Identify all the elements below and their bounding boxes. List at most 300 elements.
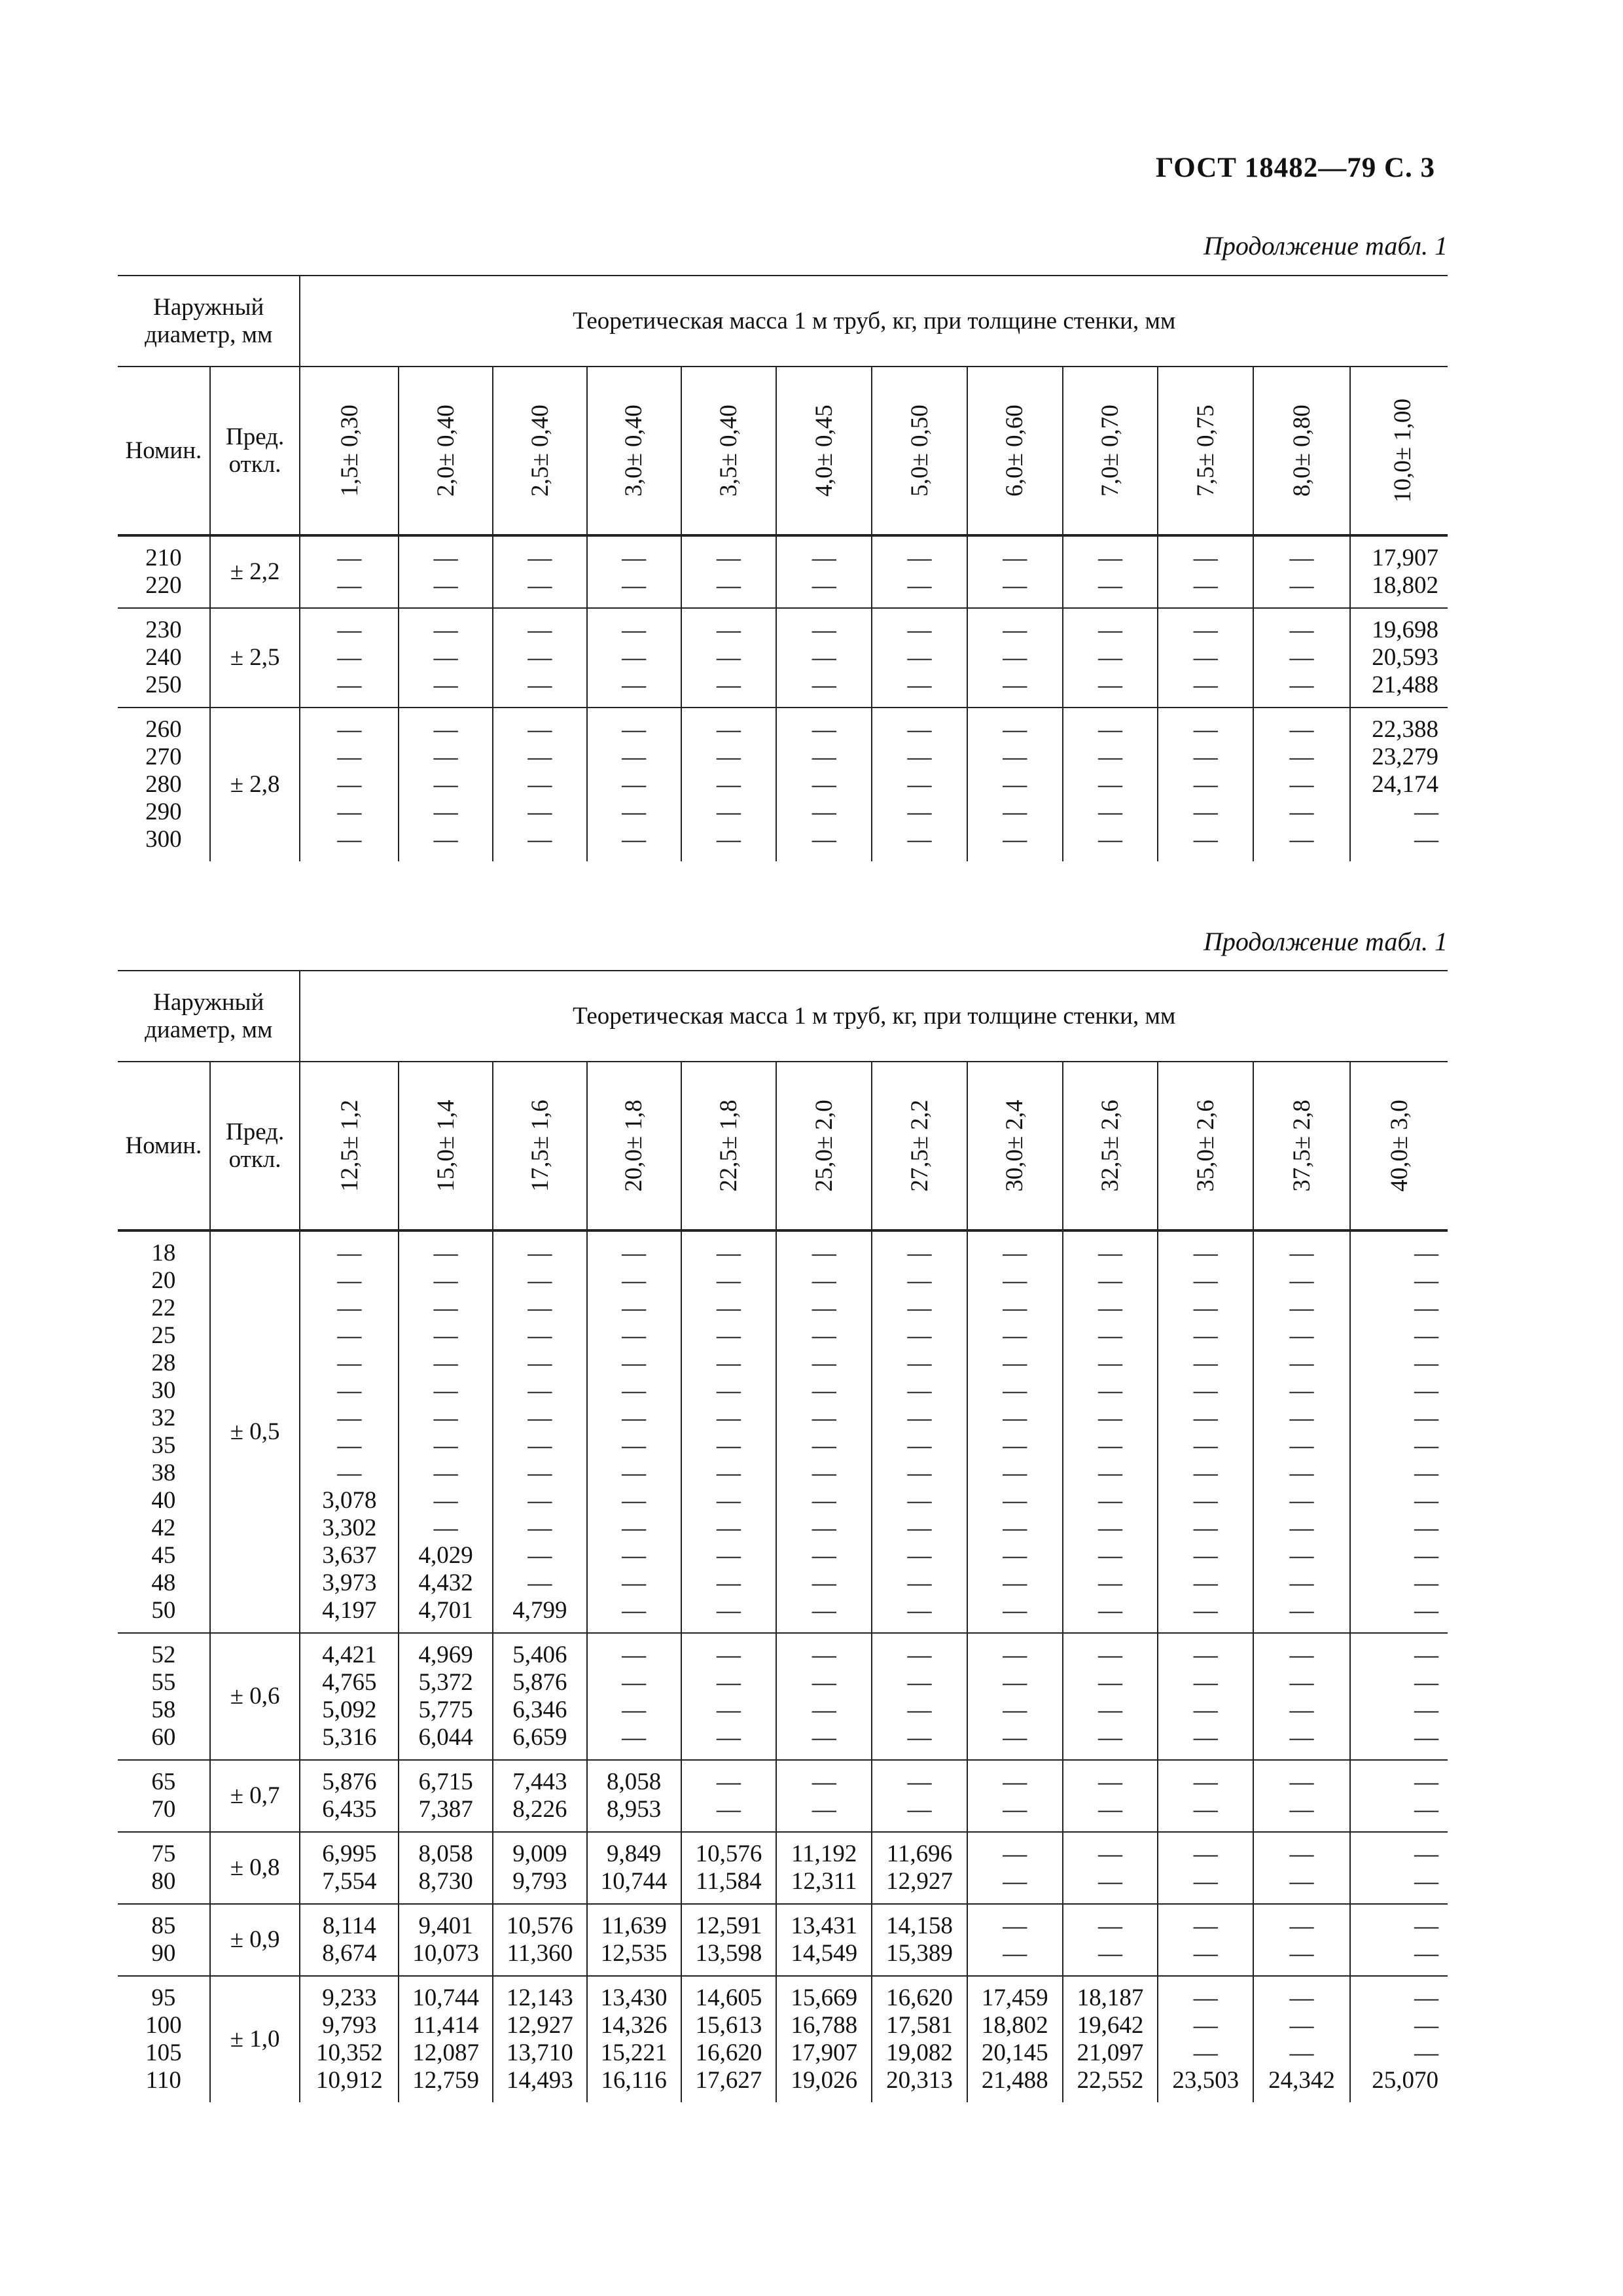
mass-cell bbox=[1350, 708, 1448, 861]
mass-value: — bbox=[1289, 1912, 1314, 1939]
mass-value: 12,535 bbox=[600, 1940, 668, 1967]
mass-value: — bbox=[337, 798, 362, 825]
mass-cell bbox=[493, 608, 587, 708]
column-header-wall-thickness: 30,0± 2,4 bbox=[967, 1062, 1063, 1230]
mass-cell bbox=[1158, 1633, 1253, 1760]
mass-value: — bbox=[527, 798, 552, 825]
mass-value: 17,907 bbox=[791, 2039, 858, 2066]
mass-value: — bbox=[1289, 1267, 1314, 1294]
mass-cell bbox=[776, 608, 872, 708]
mass-value: — bbox=[622, 1377, 647, 1404]
mass-value: 4,701 bbox=[418, 1597, 473, 1624]
mass-value: 12,927 bbox=[507, 2012, 573, 2039]
mass-value: — bbox=[716, 744, 741, 770]
mass-value: — bbox=[812, 1432, 836, 1459]
nominal-value: 28 bbox=[151, 1350, 176, 1376]
mass-value: 21,488 bbox=[981, 2067, 1048, 2094]
column-header-wall-thickness: 7,5± 0,75 bbox=[1158, 367, 1253, 535]
mass-value: — bbox=[433, 716, 458, 743]
mass-value: — bbox=[907, 545, 932, 571]
mass-value: — bbox=[337, 771, 362, 798]
mass-value: — bbox=[907, 716, 932, 743]
mass-value: — bbox=[433, 1267, 458, 1294]
mass-value: 21,097 bbox=[1077, 2039, 1144, 2066]
mass-value: — bbox=[1193, 1768, 1218, 1795]
table-row bbox=[118, 1904, 1448, 1976]
mass-value: — bbox=[1098, 617, 1122, 643]
mass-value: 20,145 bbox=[981, 2039, 1048, 2066]
mass-value: — bbox=[1414, 1460, 1438, 1486]
mass-value: — bbox=[812, 1405, 836, 1431]
mass-value: — bbox=[1414, 1432, 1438, 1459]
mass-value: — bbox=[337, 1405, 362, 1431]
mass-cell bbox=[872, 1230, 967, 1633]
mass-value: — bbox=[1193, 1405, 1218, 1431]
mass-cell bbox=[493, 1976, 587, 2102]
mass-value: — bbox=[907, 1669, 932, 1696]
nominal-value: 22 bbox=[151, 1295, 176, 1321]
mass-cell bbox=[493, 1904, 587, 1976]
mass-value: 8,114 bbox=[322, 1912, 376, 1939]
mass-value: — bbox=[1098, 771, 1122, 798]
nominal-value: 240 bbox=[145, 644, 182, 671]
mass-value: — bbox=[622, 1696, 647, 1723]
mass-value: 12,143 bbox=[507, 1984, 573, 2011]
mass-value: — bbox=[907, 1377, 932, 1404]
mass-cell bbox=[967, 1832, 1063, 1904]
nominal-diameter-cell bbox=[118, 1832, 210, 1904]
mass-value: — bbox=[527, 572, 552, 599]
mass-value: — bbox=[716, 826, 741, 853]
mass-value: — bbox=[1098, 1350, 1122, 1376]
mass-value: — bbox=[433, 1377, 458, 1404]
mass-value: — bbox=[716, 1696, 741, 1723]
mass-value: — bbox=[812, 1669, 836, 1696]
mass-cell bbox=[399, 608, 493, 708]
mass-value: 11,192 bbox=[791, 1840, 857, 1867]
mass-value: — bbox=[433, 798, 458, 825]
mass-value: — bbox=[1003, 572, 1027, 599]
mass-cell bbox=[872, 708, 967, 861]
mass-value: — bbox=[1289, 1405, 1314, 1431]
mass-value: 16,788 bbox=[791, 2012, 858, 2039]
mass-value: 12,591 bbox=[695, 1912, 762, 1939]
mass-value: — bbox=[1098, 1295, 1122, 1321]
column-header-wall-thickness: 5,0± 0,50 bbox=[872, 367, 967, 535]
mass-value: — bbox=[622, 1487, 647, 1514]
mass-value: — bbox=[1098, 644, 1122, 671]
mass-value: 13,710 bbox=[507, 2039, 573, 2066]
mass-value: — bbox=[1414, 1267, 1438, 1294]
mass-value: — bbox=[527, 1542, 552, 1569]
mass-value: 10,073 bbox=[412, 1940, 480, 1967]
mass-value: 5,406 bbox=[512, 1641, 567, 1668]
mass-cell bbox=[1350, 535, 1448, 608]
mass-value: 5,092 bbox=[322, 1696, 377, 1723]
mass-value: — bbox=[1289, 716, 1314, 743]
mass-value: 16,620 bbox=[695, 2039, 762, 2066]
mass-value: — bbox=[1193, 1641, 1218, 1668]
mass-value: — bbox=[622, 798, 647, 825]
mass-cell bbox=[776, 1832, 872, 1904]
mass-cell bbox=[872, 1832, 967, 1904]
mass-cell bbox=[1253, 1832, 1350, 1904]
nominal-diameter-cell bbox=[118, 1904, 210, 1976]
mass-value: — bbox=[1289, 1597, 1314, 1624]
mass-value: — bbox=[812, 545, 836, 571]
mass-value: 25,070 bbox=[1372, 2067, 1438, 2094]
mass-value: 4,029 bbox=[418, 1542, 473, 1569]
mass-value: 24,342 bbox=[1268, 2067, 1335, 2094]
table-row bbox=[118, 1832, 1448, 1904]
mass-value: — bbox=[812, 1350, 836, 1376]
table-row bbox=[118, 608, 1448, 708]
mass-value: — bbox=[1193, 1570, 1218, 1596]
mass-value: — bbox=[527, 1570, 552, 1596]
mass-value: — bbox=[1289, 1295, 1314, 1321]
mass-value: — bbox=[907, 1768, 932, 1795]
mass-value: — bbox=[527, 617, 552, 643]
mass-value: 22,552 bbox=[1077, 2067, 1144, 2094]
mass-value: — bbox=[716, 644, 741, 671]
nominal-value: 70 bbox=[151, 1796, 176, 1823]
mass-value: 19,698 bbox=[1372, 617, 1438, 643]
mass-value: — bbox=[1003, 1432, 1027, 1459]
mass-value: 22,388 bbox=[1372, 716, 1438, 743]
mass-cell bbox=[1063, 1832, 1158, 1904]
mass-value: — bbox=[1289, 771, 1314, 798]
mass-value: — bbox=[433, 672, 458, 698]
mass-value: — bbox=[1193, 798, 1218, 825]
mass-value: — bbox=[1003, 1460, 1027, 1486]
mass-cell bbox=[967, 1633, 1063, 1760]
mass-cell bbox=[872, 1976, 967, 2102]
mass-value: — bbox=[1003, 1487, 1027, 1514]
mass-cell bbox=[399, 1832, 493, 1904]
mass-value: — bbox=[1414, 1240, 1438, 1266]
mass-value: — bbox=[812, 771, 836, 798]
column-header-wall-thickness: 35,0± 2,6 bbox=[1158, 1062, 1253, 1230]
mass-cell bbox=[399, 708, 493, 861]
column-header-wall-thickness: 3,0± 0,40 bbox=[587, 367, 681, 535]
mass-value: — bbox=[1193, 1912, 1218, 1939]
mass-value: — bbox=[812, 1724, 836, 1751]
mass-value: — bbox=[622, 1322, 647, 1349]
mass-value: — bbox=[907, 1515, 932, 1541]
nominal-value: 48 bbox=[151, 1570, 176, 1596]
mass-value: — bbox=[1414, 1515, 1438, 1541]
mass-value: 11,414 bbox=[412, 2012, 479, 2039]
mass-value: — bbox=[622, 1724, 647, 1751]
column-header-wall-thickness: 37,5± 2,8 bbox=[1253, 1062, 1350, 1230]
mass-cell bbox=[1253, 535, 1350, 608]
mass-value: — bbox=[907, 1460, 932, 1486]
mass-value: — bbox=[622, 1350, 647, 1376]
mass-value: — bbox=[1003, 1724, 1027, 1751]
mass-value: — bbox=[907, 672, 932, 698]
mass-cell bbox=[1063, 608, 1158, 708]
mass-cell bbox=[681, 1230, 777, 1633]
mass-cell bbox=[872, 1904, 967, 1976]
mass-value: — bbox=[907, 617, 932, 643]
mass-value: — bbox=[337, 617, 362, 643]
mass-value: 6,435 bbox=[322, 1796, 377, 1823]
mass-value: — bbox=[433, 1515, 458, 1541]
mass-value: — bbox=[1098, 744, 1122, 770]
mass-value: — bbox=[907, 826, 932, 853]
mass-value: — bbox=[622, 545, 647, 571]
deviation-cell: ± 0,5 bbox=[210, 1230, 300, 1633]
table-row-group bbox=[118, 608, 1448, 708]
mass-value: — bbox=[907, 798, 932, 825]
mass-cell bbox=[1158, 708, 1253, 861]
mass-value: — bbox=[812, 1641, 836, 1668]
mass-cell bbox=[1063, 1633, 1158, 1760]
mass-value: — bbox=[527, 1432, 552, 1459]
nominal-value: 270 bbox=[145, 744, 182, 770]
mass-value: 6,346 bbox=[512, 1696, 567, 1723]
mass-value: — bbox=[1414, 2039, 1438, 2066]
mass-value: 10,576 bbox=[507, 1912, 573, 1939]
mass-cell bbox=[587, 608, 681, 708]
column-header-wall-thickness: 15,0± 1,4 bbox=[399, 1062, 493, 1230]
mass-value: 11,696 bbox=[886, 1840, 953, 1867]
mass-cell bbox=[681, 1832, 777, 1904]
mass-value: — bbox=[622, 1405, 647, 1431]
mass-cell bbox=[587, 708, 681, 861]
mass-value: — bbox=[907, 744, 932, 770]
mass-value: — bbox=[1003, 1597, 1027, 1624]
mass-value: — bbox=[1289, 1542, 1314, 1569]
mass-value: — bbox=[907, 1570, 932, 1596]
mass-cell bbox=[300, 1904, 399, 1976]
mass-value: — bbox=[527, 1240, 552, 1266]
mass-value: — bbox=[812, 716, 836, 743]
column-header-wall-thickness: 32,5± 2,6 bbox=[1063, 1062, 1158, 1230]
mass-value: — bbox=[1098, 1570, 1122, 1596]
mass-value: — bbox=[1289, 1768, 1314, 1795]
mass-value: — bbox=[1193, 1542, 1218, 1569]
nominal-diameter-cell bbox=[118, 608, 210, 708]
mass-table-1 bbox=[118, 275, 1448, 861]
mass-value: — bbox=[622, 617, 647, 643]
column-header-wall-thickness: 17,5± 1,6 bbox=[493, 1062, 587, 1230]
mass-value: — bbox=[716, 1487, 741, 1514]
mass-value: — bbox=[1289, 1641, 1314, 1668]
mass-cell bbox=[1063, 535, 1158, 608]
nominal-value: 18 bbox=[151, 1240, 176, 1266]
mass-value: 11,360 bbox=[507, 1940, 573, 1967]
mass-value: 14,493 bbox=[507, 2067, 573, 2094]
mass-value: — bbox=[1193, 826, 1218, 853]
mass-cell bbox=[399, 1760, 493, 1832]
mass-value: — bbox=[812, 644, 836, 671]
mass-value: 8,730 bbox=[418, 1868, 473, 1895]
mass-value: — bbox=[716, 572, 741, 599]
mass-value: — bbox=[1003, 1350, 1027, 1376]
table-row-group bbox=[118, 708, 1448, 861]
mass-cell bbox=[1253, 708, 1350, 861]
mass-value: — bbox=[716, 1377, 741, 1404]
mass-value: — bbox=[433, 1240, 458, 1266]
mass-value: — bbox=[1414, 1868, 1438, 1895]
nominal-value: 60 bbox=[151, 1724, 176, 1751]
deviation-cell: ± 0,6 bbox=[210, 1633, 300, 1760]
mass-cell bbox=[587, 535, 681, 608]
mass-value: — bbox=[527, 1405, 552, 1431]
mass-cell bbox=[1350, 1832, 1448, 1904]
mass-value: — bbox=[812, 826, 836, 853]
mass-cell bbox=[681, 708, 777, 861]
mass-value: — bbox=[1414, 1796, 1438, 1823]
table-row-group bbox=[118, 1832, 1448, 1904]
mass-cell bbox=[300, 535, 399, 608]
mass-value: 4,421 bbox=[322, 1641, 377, 1668]
mass-value: — bbox=[1003, 1515, 1027, 1541]
mass-value: — bbox=[433, 1432, 458, 1459]
mass-cell bbox=[493, 1230, 587, 1633]
column-header-wall-thickness: 10,0± 1,00 bbox=[1350, 367, 1448, 535]
mass-value: — bbox=[812, 1515, 836, 1541]
mass-cell bbox=[1063, 1230, 1158, 1633]
mass-value: — bbox=[907, 1796, 932, 1823]
mass-value: — bbox=[337, 672, 362, 698]
mass-value: — bbox=[907, 1542, 932, 1569]
nominal-value: 65 bbox=[151, 1768, 176, 1795]
header-theoretical-mass: Теоретическая масса 1 м труб, кг, при толщине стенки, мм bbox=[300, 971, 1448, 1062]
mass-value: — bbox=[622, 771, 647, 798]
mass-value: — bbox=[1003, 1570, 1027, 1596]
mass-value: — bbox=[1414, 1322, 1438, 1349]
table-row-group bbox=[118, 1760, 1448, 1832]
mass-value: — bbox=[1098, 672, 1122, 698]
mass-value: 14,326 bbox=[600, 2012, 668, 2039]
mass-cell bbox=[1158, 1904, 1253, 1976]
mass-cell bbox=[681, 1976, 777, 2102]
mass-value: 19,026 bbox=[791, 2067, 858, 2094]
mass-value: 9,233 bbox=[322, 1984, 377, 2011]
mass-value: 23,503 bbox=[1172, 2067, 1240, 2094]
table-row bbox=[118, 1976, 1448, 2102]
mass-value: — bbox=[1289, 2012, 1314, 2039]
mass-value: — bbox=[1289, 572, 1314, 599]
mass-value: — bbox=[716, 1267, 741, 1294]
mass-value: — bbox=[1414, 798, 1438, 825]
mass-value: — bbox=[527, 826, 552, 853]
mass-value: — bbox=[716, 1405, 741, 1431]
mass-value: — bbox=[907, 771, 932, 798]
mass-cell bbox=[1253, 1633, 1350, 1760]
mass-value: — bbox=[433, 826, 458, 853]
mass-value: — bbox=[1003, 1542, 1027, 1569]
mass-value: 9,793 bbox=[322, 2012, 377, 2039]
mass-cell bbox=[967, 1230, 1063, 1633]
mass-value: — bbox=[812, 1240, 836, 1266]
mass-value: — bbox=[1289, 644, 1314, 671]
mass-value: — bbox=[1289, 1515, 1314, 1541]
mass-value: — bbox=[1193, 1840, 1218, 1867]
table-row bbox=[118, 1760, 1448, 1832]
mass-value: — bbox=[527, 644, 552, 671]
mass-value: — bbox=[907, 1267, 932, 1294]
nominal-value: 95 bbox=[151, 1984, 176, 2011]
mass-value: — bbox=[716, 771, 741, 798]
mass-cell bbox=[1158, 1976, 1253, 2102]
nominal-value: 32 bbox=[151, 1405, 176, 1431]
mass-value: — bbox=[1003, 798, 1027, 825]
mass-value: 3,302 bbox=[322, 1515, 377, 1541]
mass-value: — bbox=[1414, 1724, 1438, 1751]
column-header-wall-thickness: 6,0± 0,60 bbox=[967, 367, 1063, 535]
mass-value: — bbox=[1414, 1669, 1438, 1696]
mass-value: — bbox=[812, 1542, 836, 1569]
deviation-cell: ± 0,8 bbox=[210, 1832, 300, 1904]
nominal-value: 250 bbox=[145, 672, 182, 698]
mass-value: — bbox=[1289, 1570, 1314, 1596]
header-outer-diameter: Наружный диаметр, мм bbox=[118, 276, 300, 367]
mass-value: — bbox=[622, 1570, 647, 1596]
page-header: ГОСТ 18482—79 С. 3 bbox=[1155, 152, 1435, 183]
mass-value: — bbox=[1098, 572, 1122, 599]
mass-value: 5,372 bbox=[418, 1669, 473, 1696]
mass-value: — bbox=[716, 1641, 741, 1668]
mass-value: — bbox=[1098, 545, 1122, 571]
nominal-value: 105 bbox=[145, 2039, 182, 2066]
mass-value: — bbox=[1098, 1405, 1122, 1431]
column-header-wall-thickness: 4,0± 0,45 bbox=[776, 367, 872, 535]
mass-value: — bbox=[907, 1322, 932, 1349]
mass-value: — bbox=[527, 716, 552, 743]
mass-cell bbox=[493, 1760, 587, 1832]
mass-value: — bbox=[527, 1295, 552, 1321]
mass-value: 7,554 bbox=[322, 1868, 377, 1895]
column-header-wall-thickness: 2,0± 0,40 bbox=[399, 367, 493, 535]
mass-value: — bbox=[1289, 617, 1314, 643]
header-nominal: Номин. bbox=[118, 1062, 210, 1230]
mass-value: — bbox=[622, 1641, 647, 1668]
mass-value: — bbox=[1289, 1868, 1314, 1895]
mass-cell bbox=[776, 1633, 872, 1760]
mass-value: 12,927 bbox=[886, 1868, 953, 1895]
mass-value: — bbox=[1098, 1267, 1122, 1294]
mass-value: — bbox=[812, 1460, 836, 1486]
mass-value: — bbox=[1098, 1641, 1122, 1668]
mass-cell bbox=[967, 1760, 1063, 1832]
column-header-wall-thickness: 25,0± 2,0 bbox=[776, 1062, 872, 1230]
mass-value: — bbox=[1289, 798, 1314, 825]
mass-value: 7,387 bbox=[418, 1796, 473, 1823]
table-row bbox=[118, 1633, 1448, 1760]
mass-value: — bbox=[1098, 1724, 1122, 1751]
mass-value: — bbox=[716, 1295, 741, 1321]
mass-cell bbox=[681, 535, 777, 608]
mass-value: — bbox=[527, 744, 552, 770]
mass-value: — bbox=[812, 1796, 836, 1823]
mass-value: — bbox=[1098, 1460, 1122, 1486]
mass-value: — bbox=[1414, 1840, 1438, 1867]
mass-value: — bbox=[1003, 672, 1027, 698]
mass-value: 6,044 bbox=[418, 1724, 473, 1751]
mass-value: 10,912 bbox=[315, 2067, 383, 2094]
mass-cell bbox=[967, 608, 1063, 708]
mass-value: 20,313 bbox=[886, 2067, 953, 2094]
mass-value: — bbox=[433, 1350, 458, 1376]
mass-cell bbox=[776, 1976, 872, 2102]
mass-cell bbox=[1063, 1976, 1158, 2102]
mass-value: — bbox=[1193, 744, 1218, 770]
nominal-value: 30 bbox=[151, 1377, 176, 1404]
mass-value: 4,197 bbox=[322, 1597, 377, 1624]
